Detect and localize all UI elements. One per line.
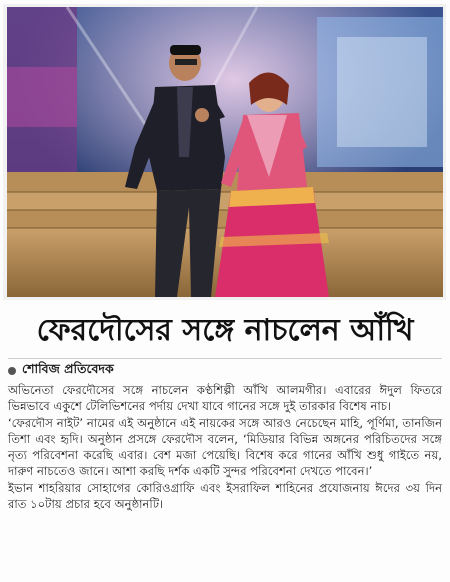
byline <box>8 360 114 382</box>
stage-photo-illustration <box>7 7 443 297</box>
article-body <box>8 382 442 513</box>
article-photo <box>7 7 443 297</box>
article-headline: ফেরদৌসের সঙ্গে নাচলেন আঁখি <box>36 313 414 348</box>
article-paragraph: ‘ফেরদৌস নাইট’ নামের এই অনুষ্ঠানে এই নায়কের সঙ্গে আরও নেচেছেন মাহি, পূর্ণিমা, তানজিন তিশা এবং হৃদি। অনুষ্ঠান প্রসঙ্গে ফেরদৌস বলেন, ‘মিডিয়ার বিভিন্ন অঙ্গনের পরিচিতদের সঙ্গে নৃত্য পরিবেশনা করেছি এবার। বেশ মজা পেয়েছি। বিশেষ করে গানের আঁখি শুধু গাইতে নয়, দারুণ নাচতেও জানে। আশা করছি দর্শক একটি সুন্দর পরিবেশনা দেখতে পাবেন।’ <box>8 416 442 478</box>
byline-text: শোবিজ প্রতিবেদক <box>22 361 114 376</box>
headline-divider <box>8 358 442 359</box>
article-paragraph: অভিনেতা ফেরদৌসের সঙ্গে নাচলেন কণ্ঠশিল্পী আঁখি আলমগীর। এবারের ঈদুল ফিতরে ভিন্নভাবে একুশে টেলিভিশনের পর্দায় দেখা যাবে গানের সঙ্গে দুই তারকার বিশেষ নাচ। <box>8 383 442 413</box>
bullet-icon <box>8 367 16 375</box>
photo-frame <box>3 4 446 300</box>
article-paragraph: ইভান শাহরিয়ার সোহাগের কোরিওগ্রাফি এবং ইসরাফিল শাহিনের প্রযোজনায় ঈদের ৩য় দিন রাত ১০টায় প্রচার হবে অনুষ্ঠানটি। <box>8 481 442 511</box>
